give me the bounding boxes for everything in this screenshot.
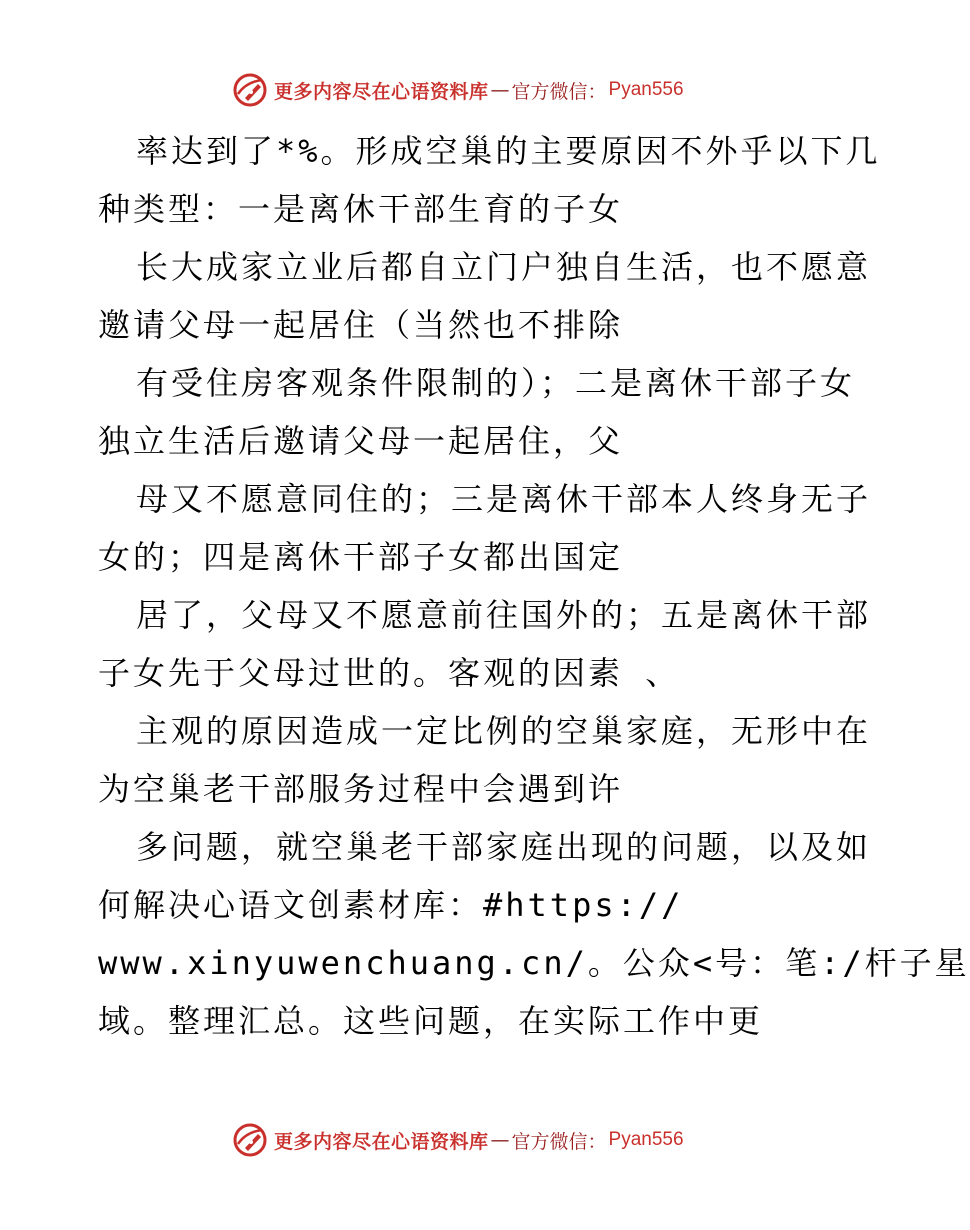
body-line: 主观的原因造成一定比例的空巢家庭，无形中在 [136,712,872,750]
body-line: 居了，父母又不愿意前往国外的；五是离休干部 [136,596,872,634]
body-line: 长大成家立业后都自立门户独自生活，也不愿意 [136,248,872,286]
body-line-url: www.xinyuwenchuang.cn/。公众<号：笔:/杆子星 [98,944,970,982]
body-line: 独立生活后邀请父母一起居住，父 [98,422,624,460]
body-line: 子女先于父母过世的。客观的因素 、 [98,654,681,692]
body-line: 母又不愿意同住的；三是离休干部本人终身无子 [136,480,872,518]
document-body [98,122,970,1050]
body-line: 率达到了*%。形成空巢的主要原因不外乎以下几 [136,132,881,170]
pen-circle-logo-icon [232,1122,268,1158]
footer-banner-contact-label: 官方微信： [511,1130,607,1153]
body-line: 域。整理汇总。这些问题，在实际工作中更 [98,1002,764,1040]
footer-banner-contact-id: Pyan556 [608,1129,684,1150]
header-banner-contact-id: Pyan556 [608,79,684,100]
body-line: 种类型：一是离休干部生育的子女 [98,190,624,228]
body-line: 多问题，就空巢老干部家庭出现的问题，以及如 [136,828,872,866]
footer-banner-dash: — [490,1129,510,1151]
pen-circle-logo-icon [232,72,268,108]
header-banner-dash: — [490,79,510,101]
footer-banner [232,1120,684,1160]
header-banner-contact-label: 官方微信： [511,80,607,103]
body-line: 何解决心语文创素材库：#https:// [98,886,684,924]
footer-banner-text: 更多内容尽在心语资料库 [274,1130,489,1153]
body-line: 邀请父母一起居住（当然也不排除 [98,306,624,344]
header-banner-text: 更多内容尽在心语资料库 [274,80,489,103]
body-line: 为空巢老干部服务过程中会遇到许 [98,770,624,808]
header-banner [232,70,684,110]
body-line: 有受住房客观条件限制的）；二是离休干部子女 [136,364,856,402]
body-line: 女的；四是离休干部子女都出国定 [98,538,624,576]
